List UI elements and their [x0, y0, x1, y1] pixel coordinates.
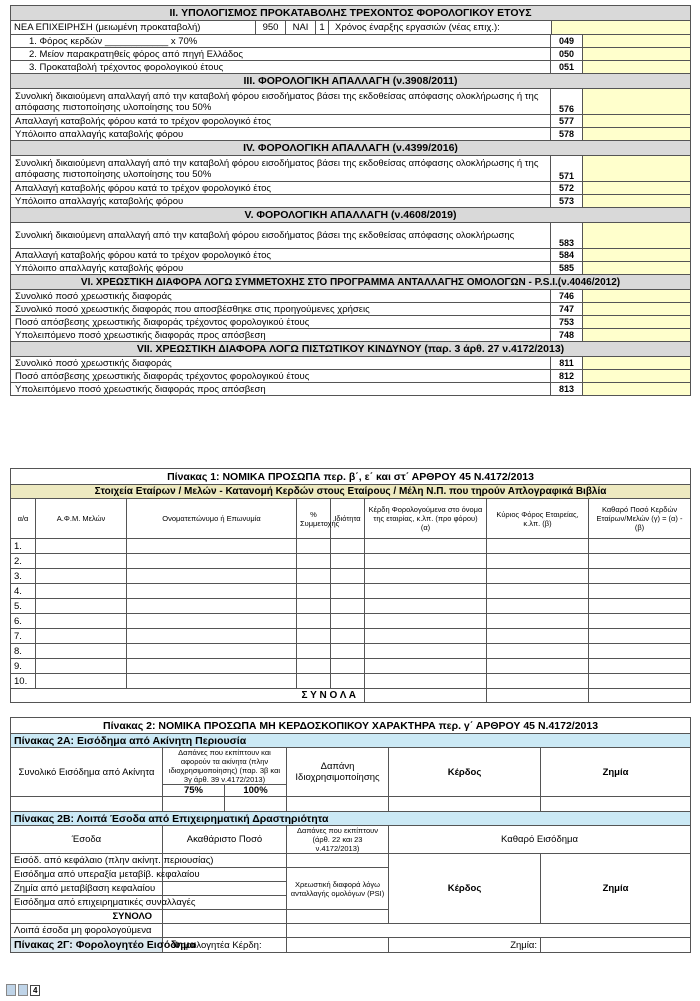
net-cell[interactable]	[589, 554, 691, 569]
afm-cell[interactable]	[36, 659, 127, 674]
net-cell[interactable]	[589, 599, 691, 614]
sec2-row-label: 2. Μείον παρακρατηθείς φόρος από πηγή Ελλάδος	[11, 48, 551, 61]
section-iii-title: III. ΦΟΡΟΛΟΓΙΚΗ ΑΠΑΛΛΑΓΗ (ν.3908/2011)	[11, 74, 691, 89]
name-cell[interactable]	[127, 569, 297, 584]
tax-cell[interactable]	[487, 539, 589, 554]
b-total-label: ΣΥΝΟΛΟ	[11, 910, 163, 924]
b-gross-field[interactable]	[163, 882, 287, 896]
pct-cell[interactable]	[297, 614, 331, 629]
row-number: 2.	[11, 554, 36, 569]
field-746[interactable]	[583, 290, 691, 303]
table-1-subtitle: Στοιχεία Εταίρων / Μελών - Κατανομή Κερδών στους Εταίρους / Μέλη Ν.Π. που τηρούν Απλογραφικά Βιβλία	[11, 485, 691, 499]
row-number: 9.	[11, 659, 36, 674]
table-2a-title: Πίνακας 2Α: Εισόδημα από Ακίνητη Περιουσία	[11, 734, 691, 748]
pct-cell[interactable]	[297, 674, 331, 689]
code-584: 584	[551, 249, 583, 262]
sec4-row-label: Απαλλαγή καταβολής φόρου κατά το τρέχον φορολογικό έτος	[11, 182, 551, 195]
col-profits: Κέρδη Φορολογούμενα στο όνομα της εταιρίας, κ.λπ. (προ φόρου) (α)	[365, 499, 487, 539]
code-812: 812	[551, 370, 583, 383]
idiotita-cell[interactable]	[331, 644, 365, 659]
net-cell[interactable]	[589, 539, 691, 554]
table-1-partners	[10, 468, 691, 703]
pct-cell[interactable]	[297, 554, 331, 569]
profits-cell[interactable]	[365, 539, 487, 554]
table-2b-title: Πίνακας 2Β: Λοιπά Έσοδα από Επιχειρηματική Δραστηριότητα	[11, 812, 691, 826]
name-cell[interactable]	[127, 599, 297, 614]
page-number-label: 4	[30, 985, 40, 996]
table-1-title: Πίνακας 1: ΝΟΜΙΚΑ ΠΡΟΣΩΠΑ περ. β΄, ε΄ και στ΄ ΑΡΘΡΟΥ 45 Ν.4172/2013	[11, 469, 691, 485]
page-marker-icon	[18, 984, 28, 996]
name-cell[interactable]	[127, 644, 297, 659]
idiotita-cell[interactable]	[331, 554, 365, 569]
table-row	[11, 629, 691, 644]
self-use-header: Δαπάνη Ιδιοχρησιμοποίησης	[287, 748, 389, 797]
profits-cell[interactable]	[365, 584, 487, 599]
self-use-field[interactable]	[287, 797, 389, 812]
section-ii-title: II. ΥΠΟΛΟΓΙΣΜΟΣ ΠΡΟΚΑΤΑΒΟΛΗΣ ΤΡΕΧΟΝΤΟΣ ΦΟΡΟΛΟΓΙΚΟΥ ΕΤΟΥΣ	[11, 6, 691, 21]
expenses-75-field[interactable]	[163, 797, 225, 812]
code-571: 571	[551, 156, 583, 182]
table-1-total-label: Σ Υ Ν Ο Λ Α	[11, 689, 365, 703]
table-2g-title: Πίνακας 2Γ: Φορολογητέο Εισόδημα	[11, 938, 163, 953]
tax-cell[interactable]	[487, 614, 589, 629]
sec3-row-label: Συνολική δικαιούμενη απαλλαγή από την καταβολή φόρου εισοδήματος βάσει της εκδοθείσας απόφασης ολοκλήρωσης ή της απόφασης πιστοποίησης υλοποίησης του 50%	[11, 89, 551, 115]
name-cell[interactable]	[127, 629, 297, 644]
field-748[interactable]	[583, 329, 691, 342]
sec2-row-label: 3. Προκαταβολή τρέχοντος φορολογικού έτους	[11, 61, 551, 74]
col-idiotita: Ιδιότητα	[331, 499, 365, 539]
b-total-expenses[interactable]	[287, 910, 389, 924]
net-cell[interactable]	[589, 674, 691, 689]
total-profits[interactable]	[365, 689, 487, 703]
pct-cell[interactable]	[297, 599, 331, 614]
new-business-checkbox[interactable]: 1	[315, 21, 329, 34]
tax-cell[interactable]	[487, 554, 589, 569]
table-row	[11, 554, 691, 569]
profits-cell[interactable]	[365, 569, 487, 584]
code-049: 049	[551, 35, 583, 48]
idiotita-cell[interactable]	[331, 584, 365, 599]
code-577: 577	[551, 115, 583, 128]
table-row	[11, 644, 691, 659]
row-number: 7.	[11, 629, 36, 644]
tax-cell[interactable]	[487, 674, 589, 689]
tax-cell[interactable]	[487, 644, 589, 659]
b-profit-header: Κέρδος	[389, 854, 541, 924]
afm-cell[interactable]	[36, 629, 127, 644]
pct-cell[interactable]	[297, 659, 331, 674]
row-number: 10.	[11, 674, 36, 689]
tax-sections-table	[10, 5, 691, 396]
sec6-row-label: Συνολικό ποσό χρεωστικής διαφοράς που αποσβέσθηκε στις προηγούμενες χρήσεις	[11, 303, 551, 316]
sec3-row-label: Απαλλαγή καταβολής φόρου κατά το τρέχον φορολογικό έτος	[11, 115, 551, 128]
idiotita-cell[interactable]	[331, 614, 365, 629]
page-marker-icon	[6, 984, 16, 996]
b-other-field[interactable]	[163, 924, 287, 938]
total-tax[interactable]	[487, 689, 589, 703]
pct-100: 100%	[225, 785, 287, 797]
profits-cell[interactable]	[365, 674, 487, 689]
b-loss-header: Ζημία	[541, 854, 691, 924]
col-tax: Κύριος Φόρος Εταιρείας, κ.λπ. (β)	[487, 499, 589, 539]
section-vii-title: VII. ΧΡΕΩΣΤΙΚΗ ΔΙΑΦΟΡΑ ΛΟΓΩ ΠΙΣΤΩΤΙΚΟΥ ΚΙΝΔΥΝΟΥ (παρ. 3 άρθ. 27 ν.4172/2013)	[11, 342, 691, 357]
pct-75: 75%	[163, 785, 225, 797]
start-year-label: Χρόνος έναρξης εργασιών (νέας επιχ.):	[335, 22, 500, 33]
idiotita-cell[interactable]	[331, 629, 365, 644]
afm-cell[interactable]	[36, 599, 127, 614]
name-cell[interactable]	[127, 614, 297, 629]
b-income-header: Έσοδα	[11, 826, 163, 854]
afm-cell[interactable]	[36, 539, 127, 554]
sec6-row-label: Υπολειπόμενο ποσό χρεωστικής διαφοράς προς απόσβεση	[11, 329, 551, 342]
new-business-code: 950	[255, 21, 285, 34]
table-row	[11, 659, 691, 674]
rental-expenses-header: Δαπάνες που εκπίπτουν και αφορούν τα ακίνητα (πλην ιδιοχρησιμοποίησης) (παρ. 3β και 3γ άρθ. 39 ν.4172/2013)	[163, 748, 287, 785]
tax-cell[interactable]	[487, 569, 589, 584]
idiotita-cell[interactable]	[331, 659, 365, 674]
new-business-label: ΝΕΑ ΕΠΙΧΕΙΡΗΣΗ (μειωμένη προκαταβολή)	[14, 22, 201, 33]
code-813: 813	[551, 383, 583, 396]
profits-cell[interactable]	[365, 629, 487, 644]
tax-cell[interactable]	[487, 584, 589, 599]
g-loss-field[interactable]	[541, 938, 691, 953]
net-cell[interactable]	[589, 614, 691, 629]
g-profit-label: Φορολογητέα Κέρδη:	[163, 938, 287, 953]
code-748: 748	[551, 329, 583, 342]
b-net-header: Καθαρό Εισόδημα	[389, 826, 691, 854]
code-811: 811	[551, 357, 583, 370]
code-585: 585	[551, 262, 583, 275]
field-578[interactable]	[583, 128, 691, 141]
sec5-row-label: Απαλλαγή καταβολής φόρου κατά το τρέχον φορολογικό έτος	[11, 249, 551, 262]
afm-cell[interactable]	[36, 614, 127, 629]
b-total-gross[interactable]	[163, 910, 287, 924]
a-profit-field[interactable]	[389, 797, 541, 812]
sec6-row-label: Ποσό απόσβεσης χρεωστικής διαφοράς τρέχοντος φορολογικού έτους	[11, 316, 551, 329]
b-psi-header: Χρεωστική διαφορά λόγω ανταλλαγής ομολόγων (PSI)	[287, 868, 389, 910]
code-051: 051	[551, 61, 583, 74]
sec7-row-label: Συνολικό ποσό χρεωστικής διαφοράς	[11, 357, 551, 370]
rental-income-header: Συνολικό Εισόδημα από Ακίνητα	[11, 748, 163, 797]
col-pct: % Συμμετοχής	[297, 499, 331, 539]
start-year-input[interactable]	[551, 21, 690, 34]
code-583: 583	[551, 223, 583, 249]
field-811[interactable]	[583, 357, 691, 370]
idiotita-cell[interactable]	[331, 539, 365, 554]
sec3-row-label: Υπόλοιπο απαλλαγής καταβολής φόρου	[11, 128, 551, 141]
net-cell[interactable]	[589, 644, 691, 659]
a-loss-field[interactable]	[541, 797, 691, 812]
row-number: 8.	[11, 644, 36, 659]
table-2-title: Πίνακας 2: ΝΟΜΙΚΑ ΠΡΟΣΩΠΑ ΜΗ ΚΕΡΔΟΣΚΟΠΙΚΟΥ ΧΑΡΑΚΤΗΡΑ περ. γ΄ ΑΡΘΡΟΥ 45 Ν.4172/2013	[11, 718, 691, 734]
profits-cell[interactable]	[365, 644, 487, 659]
code-050: 050	[551, 48, 583, 61]
b-gross-header: Ακαθάριστο Ποσό	[163, 826, 287, 854]
col-net: Καθαρό Ποσό Κερδών Εταίρων/Μελών (γ) = (α) - (β)	[589, 499, 691, 539]
name-cell[interactable]	[127, 554, 297, 569]
b-row-label: Εισόδημα από επιχειρηματικές συναλλαγές	[11, 896, 163, 910]
code-747: 747	[551, 303, 583, 316]
field-051[interactable]	[583, 61, 691, 74]
table-row	[11, 584, 691, 599]
a-profit-header: Κέρδος	[389, 748, 541, 797]
code-573: 573	[551, 195, 583, 208]
idiotita-cell[interactable]	[331, 599, 365, 614]
row-number: 6.	[11, 614, 36, 629]
expenses-100-field[interactable]	[225, 797, 287, 812]
table-2-nonprofit	[10, 717, 691, 953]
name-cell[interactable]	[127, 539, 297, 554]
new-business-yes: ΝΑΙ	[285, 21, 315, 34]
table-row	[11, 599, 691, 614]
field-747[interactable]	[583, 303, 691, 316]
afm-cell[interactable]	[36, 584, 127, 599]
page-number	[6, 984, 40, 996]
code-753: 753	[551, 316, 583, 329]
field-753[interactable]	[583, 316, 691, 329]
code-576: 576	[551, 89, 583, 115]
sec2-row-label: 1. Φόρος κερδών ____________ x 70%	[11, 35, 551, 48]
pct-cell[interactable]	[297, 584, 331, 599]
tax-cell[interactable]	[487, 599, 589, 614]
idiotita-cell[interactable]	[331, 674, 365, 689]
field-050[interactable]	[583, 48, 691, 61]
tax-cell[interactable]	[487, 629, 589, 644]
section-vi-title: VI. ΧΡΕΩΣΤΙΚΗ ΔΙΑΦΟΡΑ ΛΟΓΩ ΣΥΜΜΕΤΟΧΗΣ ΣΤΟ ΠΡΟΓΡΑΜΜΑ ΑΝΤΑΛΛΑΓΗΣ ΟΜΟΛΟΓΩΝ - P.S.I.(ν.4046/2012)	[11, 275, 691, 290]
profits-cell[interactable]	[365, 599, 487, 614]
field-572[interactable]	[583, 182, 691, 195]
afm-cell[interactable]	[36, 674, 127, 689]
b-expenses-field[interactable]	[287, 854, 389, 868]
table-row	[11, 539, 691, 554]
sec7-row-label: Ποσό απόσβεσης χρεωστικής διαφοράς τρέχοντος φορολογικού έτους	[11, 370, 551, 383]
field-585[interactable]	[583, 262, 691, 275]
col-name: Ονοματεπώνυμο ή Επωνυμία	[127, 499, 297, 539]
pct-cell[interactable]	[297, 644, 331, 659]
name-cell[interactable]	[127, 584, 297, 599]
afm-cell[interactable]	[36, 554, 127, 569]
name-cell[interactable]	[127, 674, 297, 689]
pct-cell[interactable]	[297, 569, 331, 584]
sec4-row-label: Υπόλοιπο απαλλαγής καταβολής φόρου	[11, 195, 551, 208]
field-583[interactable]	[583, 223, 691, 249]
net-cell[interactable]	[589, 629, 691, 644]
col-aa: α/α	[11, 499, 36, 539]
row-number: 5.	[11, 599, 36, 614]
code-746: 746	[551, 290, 583, 303]
tax-cell[interactable]	[487, 659, 589, 674]
section-v-title: V. ΦΟΡΟΛΟΓΙΚΗ ΑΠΑΛΛΑΓΗ (ν.4608/2019)	[11, 208, 691, 223]
table-row	[11, 569, 691, 584]
sec4-row-label: Συνολική δικαιούμενη απαλλαγή από την καταβολή φόρου εισοδήματος βάσει της εκδοθείσας απόφασης ολοκλήρωσης ή της απόφασης πιστοποίησης υλοποίησης του 50%	[11, 156, 551, 182]
rental-income-field[interactable]	[11, 797, 163, 812]
field-573[interactable]	[583, 195, 691, 208]
pct-cell[interactable]	[297, 629, 331, 644]
row-number: 1.	[11, 539, 36, 554]
row-number: 4.	[11, 584, 36, 599]
field-571[interactable]	[583, 156, 691, 182]
profits-cell[interactable]	[365, 614, 487, 629]
sec6-row-label: Συνολικό ποσό χρεωστικής διαφοράς	[11, 290, 551, 303]
b-row-label: Εισόδ. από κεφάλαιο (πλην ακίνητ. περιουσίας)	[11, 854, 163, 868]
name-cell[interactable]	[127, 659, 297, 674]
table-row	[11, 674, 691, 689]
net-cell[interactable]	[589, 569, 691, 584]
col-afm: Α.Φ.Μ. Μελών	[36, 499, 127, 539]
section-iv-title: IV. ΦΟΡΟΛΟΓΙΚΗ ΑΠΑΛΛΑΓΗ (ν.4399/2016)	[11, 141, 691, 156]
net-cell[interactable]	[589, 584, 691, 599]
idiotita-cell[interactable]	[331, 569, 365, 584]
field-584[interactable]	[583, 249, 691, 262]
code-578: 578	[551, 128, 583, 141]
g-loss-label: Ζημία:	[389, 938, 541, 953]
b-row-label: Ζημία από μεταβίβαση κεφαλαίου	[11, 882, 163, 896]
g-profit-field[interactable]	[287, 938, 389, 953]
b-expenses-header: Δαπάνες που εκπίπτουν (άρθ. 22 και 23 ν.4172/2013)	[287, 826, 389, 854]
sec5-row-label: Συνολική δικαιούμενη απαλλαγή από την καταβολή φόρου εισοδήματος βάσει της εκδοθείσας απόφασης ολοκλήρωσης	[11, 223, 551, 249]
table-1-rows	[11, 539, 691, 689]
row-number: 3.	[11, 569, 36, 584]
afm-cell[interactable]	[36, 569, 127, 584]
net-cell[interactable]	[589, 659, 691, 674]
profits-cell[interactable]	[365, 659, 487, 674]
afm-cell[interactable]	[36, 644, 127, 659]
a-loss-header: Ζημία	[541, 748, 691, 797]
field-576[interactable]	[583, 89, 691, 115]
table-row	[11, 614, 691, 629]
field-813[interactable]	[583, 383, 691, 396]
field-049[interactable]	[583, 35, 691, 48]
field-577[interactable]	[583, 115, 691, 128]
field-812[interactable]	[583, 370, 691, 383]
b-row-label: Εισόδημα από υπεραξία μεταβίβ. κεφαλαίου	[11, 868, 163, 882]
sec5-row-label: Υπόλοιπο απαλλαγής καταβολής φόρου	[11, 262, 551, 275]
sec7-row-label: Υπολειπόμενο ποσό χρεωστικής διαφοράς προς απόσβεση	[11, 383, 551, 396]
pct-cell[interactable]	[297, 539, 331, 554]
profits-cell[interactable]	[365, 554, 487, 569]
b-other-label: Λοιπά έσοδα μη φορολογούμενα	[11, 924, 163, 938]
total-net[interactable]	[589, 689, 691, 703]
code-572: 572	[551, 182, 583, 195]
